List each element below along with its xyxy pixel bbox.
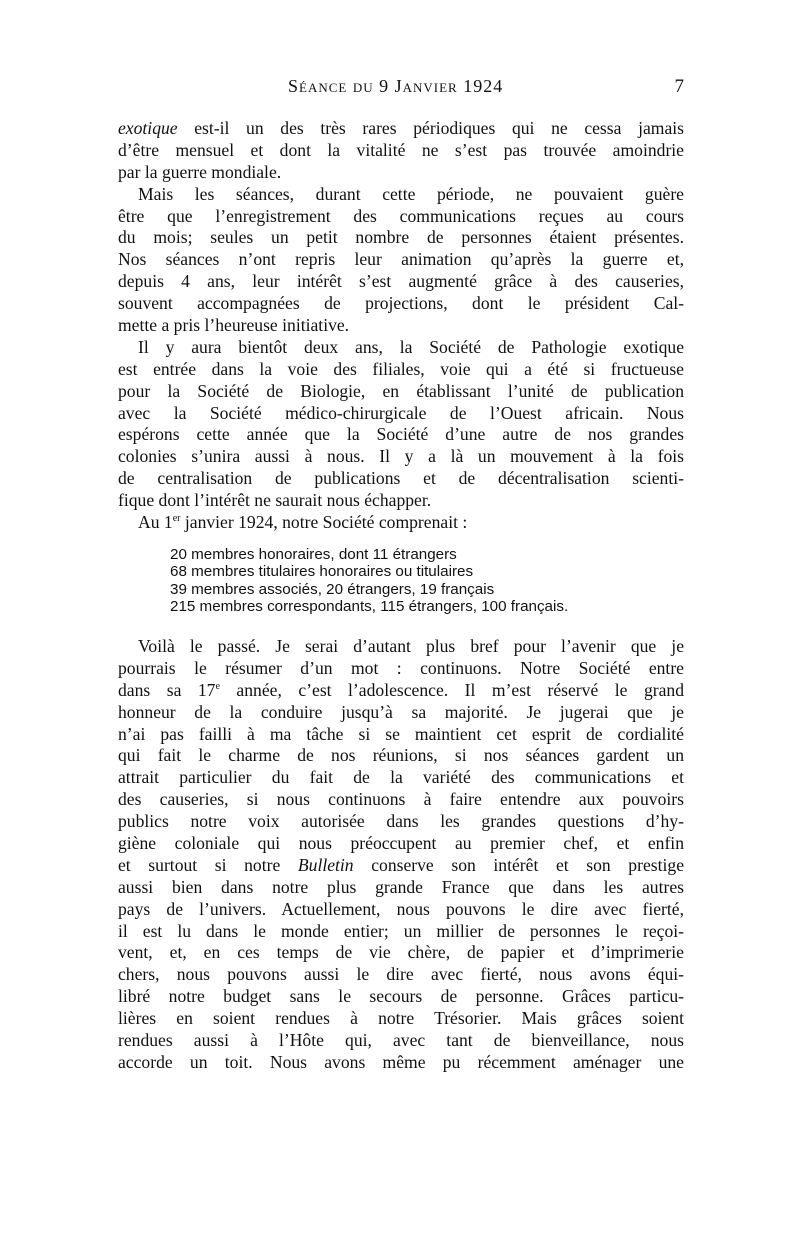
italic-word: Bulletin [297,854,354,875]
text-line: il est lu dans le monde entier; un millier de personnes le reçoi- [118,920,684,941]
text-line: honneur de la conduire jusqu’à sa majorité. Je jugerai que je [118,701,684,722]
text-line: Voilà le passé. Je serai d’autant plus bref pour l’avenir que je [138,636,684,656]
text-line: vent, et, en ces temps de vie chère, de papier et d’imprimerie [118,942,684,963]
text-line: chers, nous pouvons aussi le dire avec fierté, nous avons équi- [118,964,684,985]
text-line: publics notre voix autorisée dans les grandes questions d’hy- [118,811,684,832]
paragraph-membership-intro [118,512,684,534]
text-line: mette a pris l’heureuse initiative. [118,315,350,336]
stat-honoraires: 20 membres honoraires, dont 11 étrangers [170,546,457,563]
paragraph-avenir [118,636,684,1074]
text-span: et surtout si notre [118,854,298,875]
stat-titulaires: 68 membres titulaires honoraires ou titulaires [170,563,474,581]
text-span: janvier 1924, notre Société comprenait : [180,512,468,533]
text-line: par la guerre mondiale. [118,161,282,182]
text-line [118,855,684,877]
text-line: qui fait le charme de nos réunions, si nos séances gardent un [118,745,684,766]
text-line: n’ai pas failli à ma tâche si se maintient cet esprit de cordialité [118,723,684,744]
text-line: Il y aura bientôt deux ans, la Société de Pathologie exotique [138,336,684,357]
paragraph-seances [118,184,684,337]
text-line: Nos séances n’ont repris leur animation qu’après la guerre et, [118,249,684,270]
text-span: dans sa 17 [118,679,216,700]
running-head: Séance du 9 Janvier 1924 [288,76,504,96]
text-line: fique dont l’intérêt ne saurait nous échapper. [118,490,432,511]
text-line [118,118,684,140]
text-line: d’être mensuel et dont la vitalité ne s’est pas trouvée amoindrie [118,139,684,160]
text-line: depuis 4 ans, leur intérêt s’est augmenté grâce à des causeries, [118,271,684,292]
text-line: des causeries, si nous continuons à faire entendre aux pouvoirs [118,789,684,810]
body-text-upper [118,118,684,534]
page-number: 7 [674,76,684,97]
superscript: e [215,680,220,692]
body-text-lower [118,636,684,1074]
text-line: accorde un toit. Nous avons même pu récemment aménager une [118,1051,684,1072]
italic-word: exotique [118,118,178,138]
text-line: colonies s’unira aussi à nous. Il y a là un mouvement à la fois [118,446,684,467]
text-line: lières en soient rendues à notre Trésorier. Mais grâces soient [118,1008,684,1029]
page-header [118,76,684,104]
text-line [118,680,684,702]
text-line: être que l’enregistrement des communications reçues au cours [118,205,684,226]
text-span: année, c’est l’adolescence. Il m’est réservé le grand [219,679,684,700]
text-line: de centralisation de publications et de décentralisation scienti- [118,468,684,489]
paragraph-exotique [118,118,684,184]
text-line: pourrais le résumer d’un mot : continuons. Notre Société entre [118,657,684,678]
superscript: er [172,513,181,525]
text-line: aussi bien dans notre plus grande France que dans les autres [118,876,684,897]
text-line: libré notre budget sans le secours de personne. Grâces particu- [118,986,684,1007]
paragraph-filiales [118,337,684,512]
text-line: pour la Société de Biologie, en établissant l’unité de publication [118,380,684,401]
text-span: Au 1 [138,512,173,533]
text-span: conserve son intérêt et son prestige [353,854,684,875]
text-line: est entrée dans la voie des filiales, voie qui a été si fructueuse [118,358,684,379]
text-line [118,512,684,534]
text-line: giène coloniale qui nous préoccupent au premier chef, et enfin [118,833,684,854]
stat-associes: 39 membres associés, 20 étrangers, 19 français [170,580,495,598]
text-span: est-il un des très rares périodiques qui ne cessa jamais [177,118,684,138]
text-line: attrait particulier du fait de la variété des communications et [118,767,684,788]
text-line: pays de l’univers. Actuellement, nous pouvons le dire avec fierté, [118,898,684,919]
text-line: souvent accompagnées de projections, dont le président Cal- [118,293,684,314]
text-line: espérons cette année que la Société d’une autre de nos grandes [118,424,684,445]
text-line: avec la Société médico-chirurgicale de l’Ouest africain. Nous [118,402,684,423]
text-line: rendues aussi à l’Hôte qui, avec tant de bienveillance, nous [118,1030,684,1051]
text-line: Mais les séances, durant cette période, ne pouvaient guère [138,183,684,204]
membership-stats [170,546,670,615]
stat-correspondants: 215 membres correspondants, 115 étrangers, 100 français. [170,597,569,615]
text-line: du mois; seules un petit nombre de personnes étaient présentes. [118,227,684,248]
